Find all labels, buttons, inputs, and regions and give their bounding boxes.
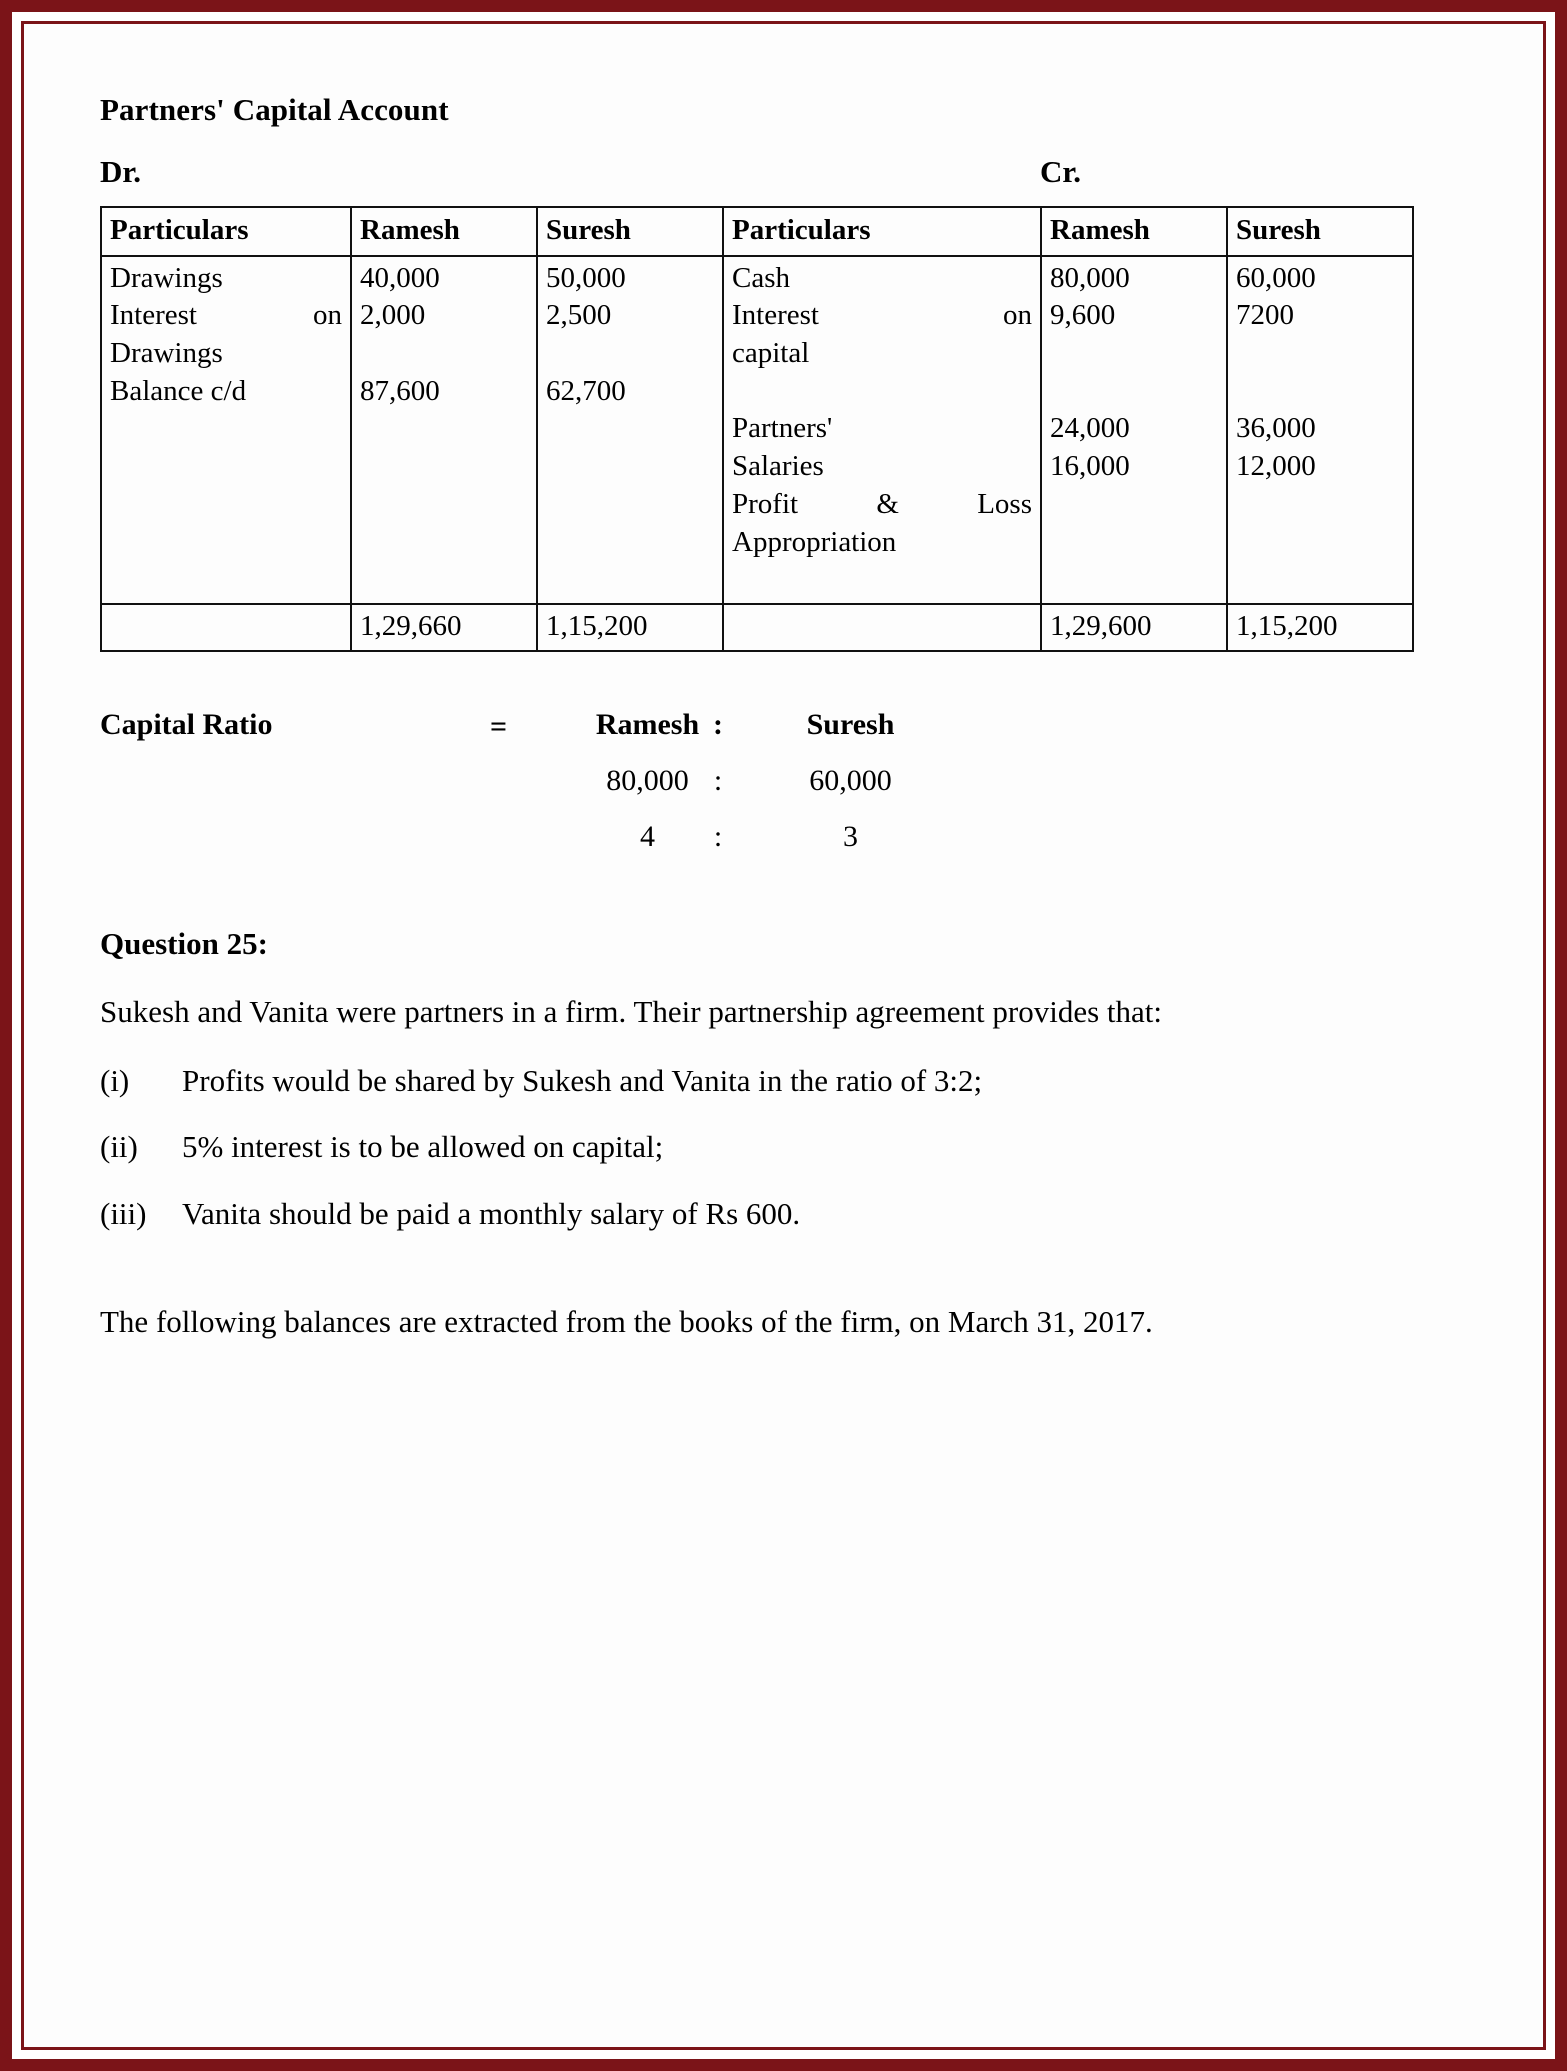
debit-particular-line: Drawings	[110, 261, 223, 294]
credit-ramesh-value: 24,000	[1050, 412, 1130, 445]
question-title: Question 25:	[100, 925, 268, 961]
header-particulars-credit: Particulars	[723, 207, 1041, 256]
list-item-marker: (ii)	[100, 1129, 138, 1165]
capital-ratio-value-a: 80,000	[606, 763, 689, 797]
credit-ramesh-value: 9,600	[1050, 299, 1116, 332]
list-item	[100, 1193, 1490, 1236]
capital-ratio-label: Capital Ratio	[100, 707, 273, 741]
credit-particular-word-b: on	[1003, 299, 1032, 332]
total-suresh-credit: 1,15,200	[1227, 604, 1413, 651]
debit-particular-word-a: Interest	[110, 299, 197, 332]
total-particulars-debit	[101, 604, 351, 651]
total-suresh-debit: 1,15,200	[537, 604, 723, 651]
table-totals-row	[101, 604, 1413, 651]
credit-suresh-cell	[1227, 256, 1413, 604]
credit-particular-line: Cash	[732, 261, 790, 294]
question-conditions-list	[100, 1060, 1490, 1236]
capital-ratio-row	[100, 708, 1100, 764]
debit-suresh-value: 2,500	[546, 299, 612, 332]
debit-suresh-value: 62,700	[546, 374, 626, 407]
capital-ratio-value-b: 60,000	[809, 763, 892, 797]
credit-particulars-cell	[723, 256, 1041, 604]
credit-particular-line: Appropriation	[732, 525, 897, 558]
capital-ratio-simplified-a: 4	[640, 819, 655, 853]
credit-particular-line: Partners'	[732, 412, 833, 445]
header-suresh-credit: Suresh	[1227, 207, 1413, 256]
list-item-text: Profits would be shared by Sukesh and Vanita in the ratio of 3:2;	[182, 1062, 983, 1098]
credit-suresh-value: 60,000	[1236, 261, 1316, 294]
credit-particular-word-c: Loss	[977, 487, 1032, 520]
list-item-marker: (iii)	[100, 1196, 147, 1232]
credit-particular-word-a: Interest	[732, 299, 819, 332]
credit-particular-line	[732, 297, 1032, 335]
credit-particular-line: capital	[732, 337, 810, 370]
credit-ramesh-cell	[1041, 256, 1227, 604]
table-body-row	[101, 256, 1413, 604]
capital-ratio-equals: =	[490, 709, 508, 743]
capital-ratio-partner-b: Suresh	[806, 707, 895, 741]
header-suresh-debit: Suresh	[537, 207, 723, 256]
list-item-text: Vanita should be paid a monthly salary of Rs 600.	[182, 1196, 801, 1232]
debit-ramesh-value: 40,000	[360, 261, 440, 294]
credit-particular-line	[732, 486, 1032, 524]
debit-suresh-cell	[537, 256, 723, 604]
total-ramesh-debit: 1,29,660	[351, 604, 537, 651]
document-content	[100, 92, 1490, 1344]
capital-ratio-colon: :	[713, 707, 723, 741]
question-intro-text: Sukesh and Vanita were partners in a firm. Their partnership agreement provides that:	[100, 993, 1162, 1029]
question-closing-text: The following balances are extracted from the books of the firm, on March 31, 2017.	[100, 1303, 1153, 1339]
capital-ratio-row	[100, 820, 1100, 876]
total-ramesh-credit: 1,29,600	[1041, 604, 1227, 651]
credit-particular-line: Salaries	[732, 450, 824, 483]
list-item	[100, 1060, 1490, 1103]
capital-ratio-colon: :	[713, 763, 723, 797]
partners-capital-account-table	[100, 206, 1414, 652]
debit-suresh-value: 50,000	[546, 261, 626, 294]
table-header-row	[101, 207, 1413, 256]
credit-suresh-value: 36,000	[1236, 412, 1316, 445]
header-particulars-debit: Particulars	[101, 207, 351, 256]
credit-ramesh-value: 80,000	[1050, 261, 1130, 294]
debit-ramesh-cell	[351, 256, 537, 604]
capital-ratio-block	[100, 708, 1100, 876]
credit-ramesh-value: 16,000	[1050, 450, 1130, 483]
debit-label: Dr.	[100, 154, 142, 189]
debit-particular-line: Drawings	[110, 337, 223, 370]
capital-ratio-colon: :	[713, 819, 723, 853]
header-ramesh-debit: Ramesh	[351, 207, 537, 256]
credit-particular-word-a: Profit	[732, 487, 799, 520]
capital-ratio-row	[100, 764, 1100, 820]
capital-ratio-partner-a: Ramesh	[595, 707, 700, 741]
debit-ramesh-value: 2,000	[360, 299, 426, 332]
credit-particular-word-b: &	[876, 487, 899, 520]
list-item	[100, 1126, 1490, 1169]
debit-particular-line: Balance c/d	[110, 374, 247, 407]
total-particulars-credit	[723, 604, 1041, 651]
debit-credit-labels	[100, 154, 1490, 194]
list-item-marker: (i)	[100, 1062, 130, 1098]
page-title: Partners' Capital Account	[100, 92, 449, 127]
credit-label: Cr.	[1040, 154, 1082, 189]
debit-particular-word-b: on	[313, 299, 342, 332]
debit-particular-line	[110, 297, 342, 335]
credit-suresh-value: 7200	[1236, 299, 1294, 332]
debit-ramesh-value: 87,600	[360, 374, 440, 407]
credit-suresh-value: 12,000	[1236, 450, 1316, 483]
debit-particulars-cell	[101, 256, 351, 604]
header-ramesh-credit: Ramesh	[1041, 207, 1227, 256]
capital-ratio-simplified-b: 3	[843, 819, 858, 853]
list-item-text: 5% interest is to be allowed on capital;	[182, 1129, 664, 1165]
